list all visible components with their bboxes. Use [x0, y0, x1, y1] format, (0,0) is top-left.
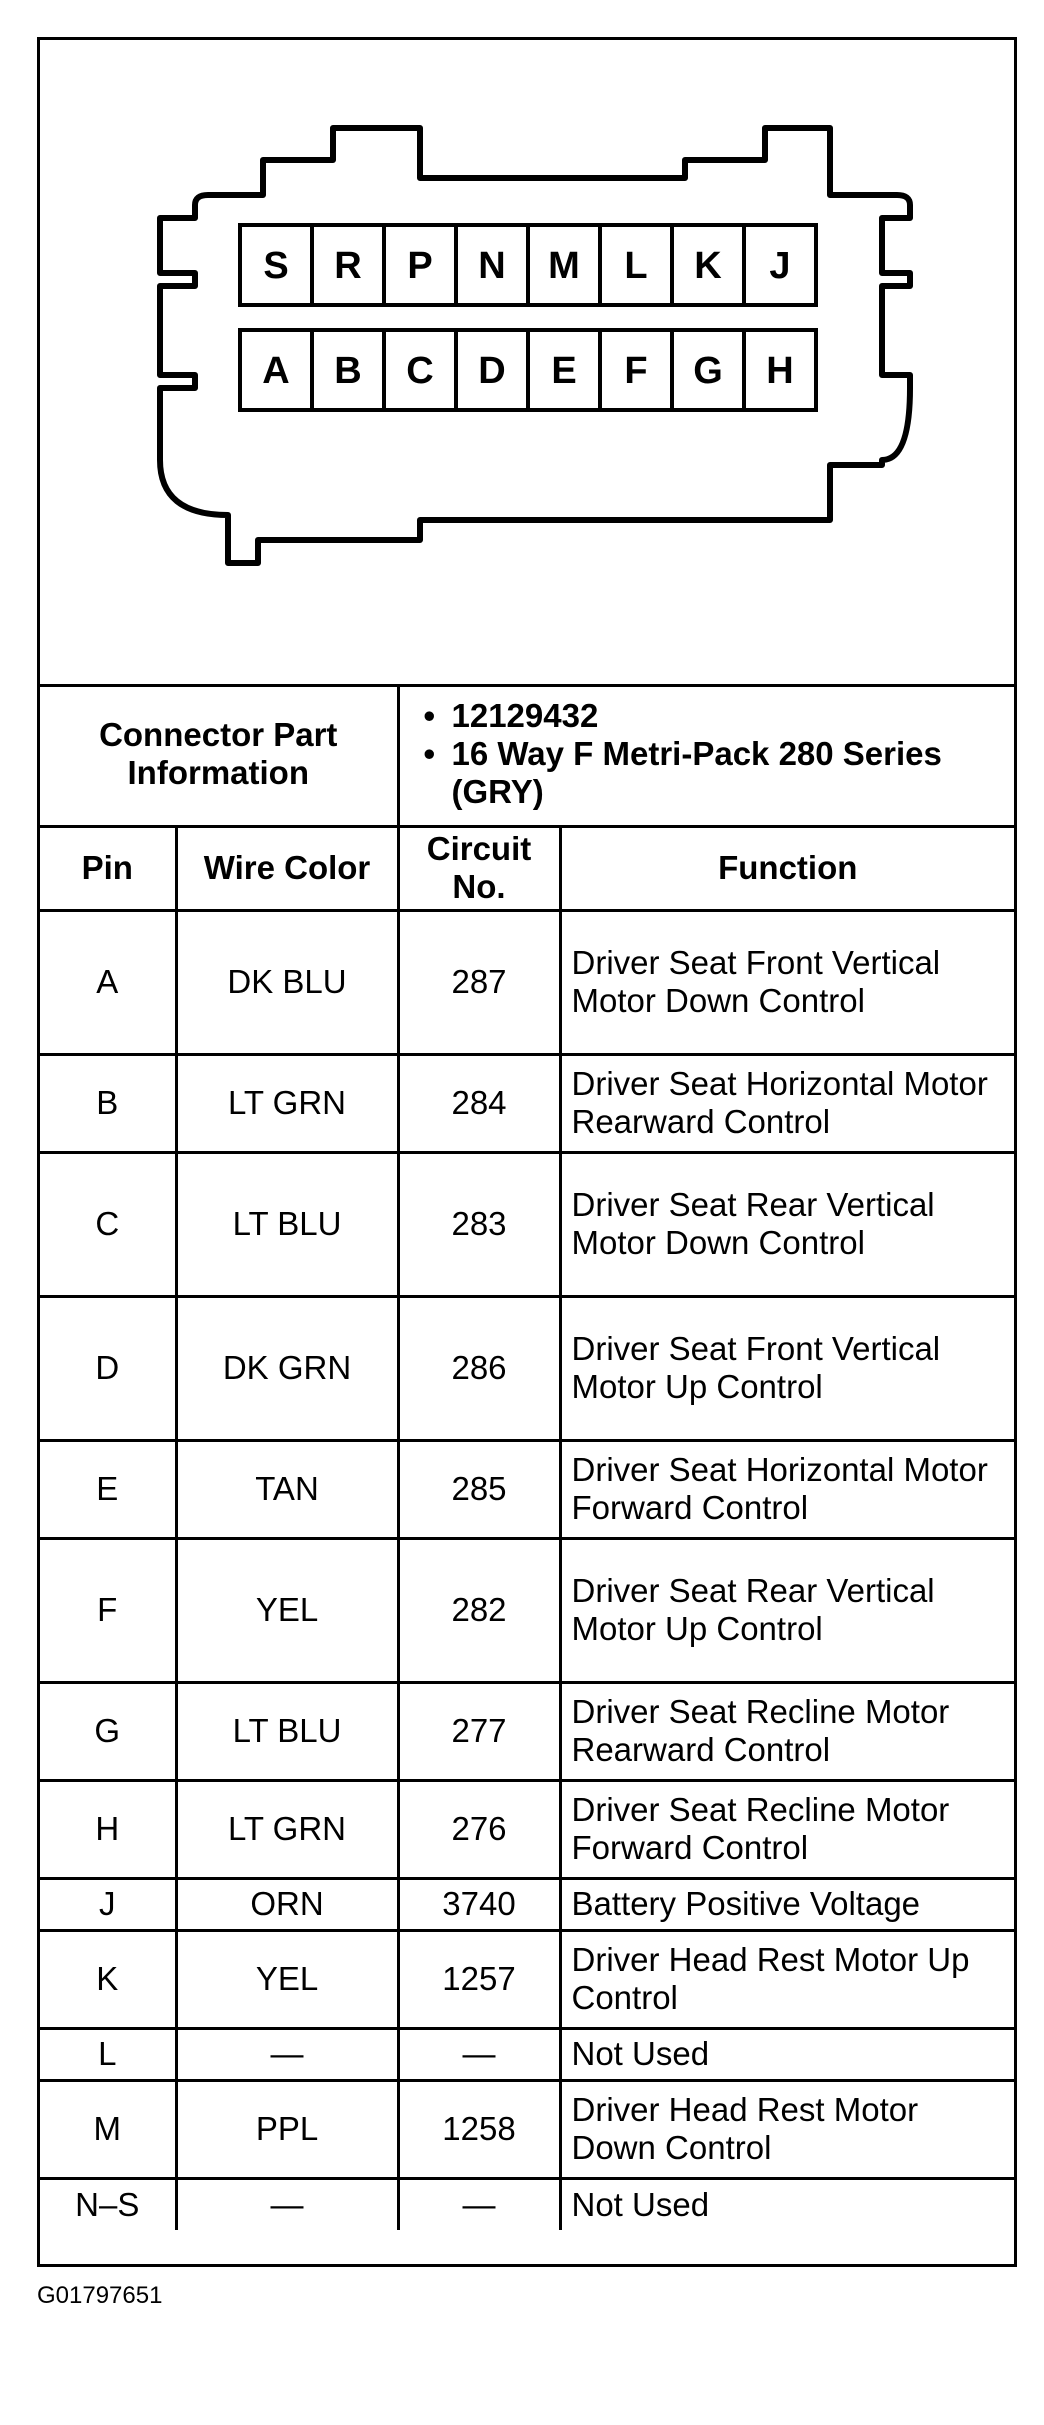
function-cell: Not Used [560, 2028, 1014, 2080]
pin-cell: N–S [40, 2178, 176, 2230]
cavity-label-l: L [624, 245, 648, 287]
pin-cell: L [40, 2028, 176, 2080]
cavity-label-h: H [766, 350, 794, 392]
table-row [40, 2028, 1014, 2080]
pin-cell: J [40, 1878, 176, 1930]
wire-color-cell: LT GRN [176, 1054, 398, 1152]
pin-cell: H [40, 1780, 176, 1878]
table-row [40, 1878, 1014, 1930]
wire-color-cell: LT BLU [176, 1152, 398, 1296]
function-cell: Driver Seat Recline Motor Forward Control [560, 1780, 1014, 1878]
cavity-label-s: S [263, 245, 289, 287]
cavity-label-n: N [478, 245, 506, 287]
pin-cell: G [40, 1682, 176, 1780]
pin-cell: M [40, 2080, 176, 2178]
wire-color-cell: LT GRN [176, 1780, 398, 1878]
pin-cell: C [40, 1152, 176, 1296]
wire-color-cell: YEL [176, 1538, 398, 1682]
cavity-label-e: E [551, 350, 577, 392]
circuit-cell: 284 [398, 1054, 560, 1152]
circuit-cell: 285 [398, 1440, 560, 1538]
cavity-label-a: A [262, 350, 290, 392]
cavity-label-m: M [548, 245, 580, 287]
image-id-label: G01797651 [37, 2282, 163, 2309]
pin-cell: K [40, 1930, 176, 2028]
wire-color-cell: DK GRN [176, 1296, 398, 1440]
table-header-row [40, 826, 1014, 910]
table-row [40, 1296, 1014, 1440]
function-cell: Battery Positive Voltage [560, 1878, 1014, 1930]
wire-color-cell: — [176, 2028, 398, 2080]
circuit-cell: 277 [398, 1682, 560, 1780]
wire-color-cell: LT BLU [176, 1682, 398, 1780]
function-cell: Driver Seat Recline Motor Rearward Control [560, 1682, 1014, 1780]
table-row [40, 1152, 1014, 1296]
table-row [40, 2178, 1014, 2230]
part-info-row [40, 684, 1014, 826]
connector-housing-outline [160, 128, 910, 563]
circuit-cell: 286 [398, 1296, 560, 1440]
cavity-label-p: P [407, 245, 433, 287]
part-number: • 12129432 [424, 697, 1005, 735]
table-row [40, 1930, 1014, 2028]
header-function: Function [560, 826, 1014, 910]
part-info-label: Connector Part Information [40, 684, 398, 826]
circuit-cell: — [398, 2178, 560, 2230]
function-cell: Driver Seat Horizontal Motor Forward Control [560, 1440, 1014, 1538]
function-cell: Driver Head Rest Motor Up Control [560, 1930, 1014, 2028]
pin-cell: A [40, 910, 176, 1054]
wire-color-cell: PPL [176, 2080, 398, 2178]
circuit-cell: 287 [398, 910, 560, 1054]
part-info-values [398, 684, 1014, 826]
table-row [40, 1780, 1014, 1878]
function-cell: Not Used [560, 2178, 1014, 2230]
pin-cell: F [40, 1538, 176, 1682]
top-row-cavities [240, 225, 816, 305]
cavity-label-k: K [694, 245, 722, 287]
cavity-label-c: C [406, 350, 434, 392]
function-cell: Driver Seat Rear Vertical Motor Up Control [560, 1538, 1014, 1682]
pin-cell: D [40, 1296, 176, 1440]
circuit-cell: 276 [398, 1780, 560, 1878]
table-row [40, 2080, 1014, 2178]
bottom-row-cavities [240, 330, 816, 410]
cavity-label-g: G [693, 350, 723, 392]
header-circuit-no: Circuit No. [398, 826, 560, 910]
circuit-cell: — [398, 2028, 560, 2080]
pin-cell: B [40, 1054, 176, 1152]
cavity-label-d: D [478, 350, 506, 392]
table-row [40, 1054, 1014, 1152]
table-row [40, 1682, 1014, 1780]
cavity-label-r: R [334, 245, 362, 287]
wire-color-cell: TAN [176, 1440, 398, 1538]
wire-color-cell: DK BLU [176, 910, 398, 1054]
cavity-label-f: F [624, 350, 648, 392]
connector-series: • 16 Way F Metri-Pack 280 Series (GRY) [424, 735, 1005, 811]
pin-cell: E [40, 1440, 176, 1538]
function-cell: Driver Seat Front Vertical Motor Down Control [560, 910, 1014, 1054]
function-cell: Driver Head Rest Motor Down Control [560, 2080, 1014, 2178]
circuit-cell: 1257 [398, 1930, 560, 2028]
circuit-cell: 1258 [398, 2080, 560, 2178]
function-cell: Driver Seat Front Vertical Motor Up Control [560, 1296, 1014, 1440]
table-row [40, 910, 1014, 1054]
cavity-label-j: J [769, 245, 791, 287]
table-row [40, 1538, 1014, 1682]
pin-table [40, 684, 1014, 2230]
circuit-cell: 3740 [398, 1878, 560, 1930]
wire-color-cell: — [176, 2178, 398, 2230]
function-cell: Driver Seat Horizontal Motor Rearward Control [560, 1054, 1014, 1152]
part-info-list [410, 697, 1005, 811]
cavity-label-b: B [334, 350, 362, 392]
connector-diagram [40, 40, 1014, 687]
connector-frame [37, 37, 1017, 2267]
function-cell: Driver Seat Rear Vertical Motor Down Control [560, 1152, 1014, 1296]
connector-outline-svg [40, 40, 1014, 684]
wire-color-cell: ORN [176, 1878, 398, 1930]
wire-color-cell: YEL [176, 1930, 398, 2028]
circuit-cell: 283 [398, 1152, 560, 1296]
header-wire-color: Wire Color [176, 826, 398, 910]
table-row [40, 1440, 1014, 1538]
circuit-cell: 282 [398, 1538, 560, 1682]
header-pin: Pin [40, 826, 176, 910]
